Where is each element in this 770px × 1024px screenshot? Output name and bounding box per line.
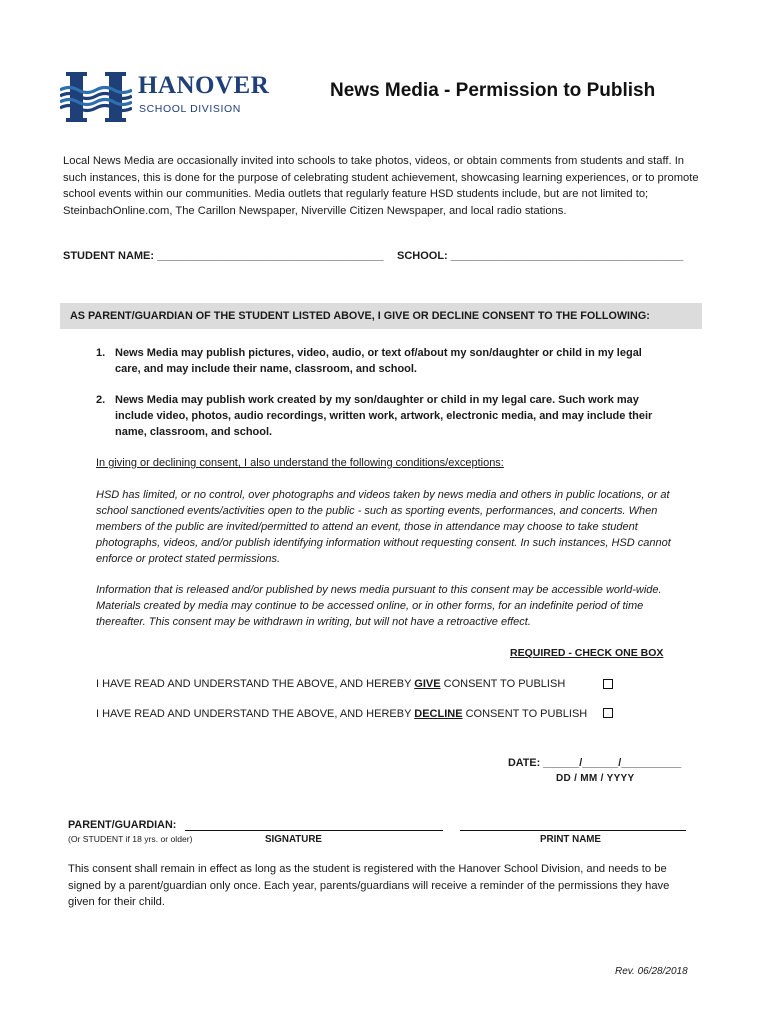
give-consent-option — [96, 678, 565, 690]
item-number: 1. — [96, 347, 106, 359]
give-consent-checkbox[interactable] — [603, 679, 613, 689]
date-field[interactable]: DATE: ______/______/__________ — [508, 757, 682, 769]
option-suffix: CONSENT TO PUBLISH — [462, 708, 588, 720]
decline-consent-option — [96, 708, 587, 720]
revision-date: Rev. 06/28/2018 — [615, 966, 688, 977]
student-name-line: _____________________________________ — [157, 250, 384, 262]
option-keyword-decline: DECLINE — [414, 708, 463, 720]
student-name-field[interactable] — [63, 250, 383, 262]
school-label: SCHOOL: — [397, 250, 448, 262]
option-prefix: I HAVE READ AND UNDERSTAND THE ABOVE, AND HEREBY — [96, 678, 415, 690]
student-name-label: STUDENT NAME: — [63, 250, 155, 262]
page-title: News Media - Permission to Publish — [330, 80, 656, 101]
signature-line[interactable] — [185, 830, 443, 831]
or-student-note: (Or STUDENT if 18 yrs. or older) — [68, 834, 193, 844]
logo-name: HANOVER — [138, 72, 270, 99]
option-keyword-give: GIVE — [414, 678, 441, 690]
required-label: REQUIRED - CHECK ONE BOX — [510, 647, 664, 659]
conditions-heading: In giving or declining consent, I also understand the following conditions/exceptions: — [96, 457, 504, 469]
option-prefix: I HAVE READ AND UNDERSTAND THE ABOVE, AND HEREBY — [96, 708, 415, 720]
conditions-paragraph-2: Information that is released and/or published by news media pursuant to this consent may be accessible world-wide. Materials created by media may continue to be accessed online, or in other forms, for an indefinite period of time thereafter. This consent may be withdrawn in writing, but will not have a retroactive effect. — [96, 584, 662, 628]
signature-label: SIGNATURE — [265, 834, 322, 845]
closing-paragraph: This consent shall remain in effect as long as the student is registered with the Hanover School Division, and needs to be signed by a parent/guardian only once. Each year, parents/guardians will receive a reminder of the permissions they have given for their child. — [68, 863, 670, 908]
permission-item-1 — [96, 345, 666, 377]
consent-header-text: AS PARENT/GUARDIAN OF THE STUDENT LISTED ABOVE, I GIVE OR DECLINE CONSENT TO THE FOLLOWING: — [70, 310, 650, 322]
school-field[interactable] — [397, 250, 683, 262]
item-text: News Media may publish work created by my son/daughter or child in my legal care. Such work may include video, photos, audio recordings, written work, artwork, electronic media, and may include their name, classroom, and school. — [115, 394, 653, 438]
school-line: ______________________________________ — [450, 250, 684, 262]
print-name-label: PRINT NAME — [540, 834, 601, 845]
decline-consent-checkbox[interactable] — [603, 708, 613, 718]
conditions-paragraph-1: HSD has limited, or no control, over photographs and videos taken by news media and others in public locations, or at school sanctioned events/activities open to the public - such as sporting events, performances, and concerts. When members of the public are invited/permitted to attend an event, those in attendance may choose to take student photographs, videos, and/or publish identifying information without requesting consent. In such instances, HSD cannot enforce or protect stated permissions. — [96, 489, 671, 565]
consent-header-band — [60, 303, 702, 329]
logo-subtitle: SCHOOL DIVISION — [139, 103, 241, 115]
item-number: 2. — [96, 394, 106, 406]
item-text: News Media may publish pictures, video, audio, or text of/about my son/daughter or child in my legal care, and may include their name, classroom, and school. — [115, 347, 642, 375]
hanover-h-emblem-icon — [60, 72, 132, 122]
hanover-logo — [60, 70, 275, 125]
option-suffix: CONSENT TO PUBLISH — [440, 678, 566, 690]
print-name-line[interactable] — [460, 830, 686, 831]
intro-paragraph: Local News Media are occasionally invited into schools to take photos, videos, or obtain comments from students and staff. In such instances, this is done for the purpose of celebrating student achievement, showcasing learning experiences, or to promote school events within our communities. Media outlets that regularly feature HSD students include, but are not limited to; SteinbachOnline.com, The Carillon Newspaper, Niverville Citizen Newspaper, and local radio stations. — [63, 155, 699, 217]
permission-item-2 — [96, 392, 666, 440]
parent-guardian-label: PARENT/GUARDIAN: — [68, 819, 177, 831]
date-format-hint: DD / MM / YYYY — [556, 773, 635, 784]
